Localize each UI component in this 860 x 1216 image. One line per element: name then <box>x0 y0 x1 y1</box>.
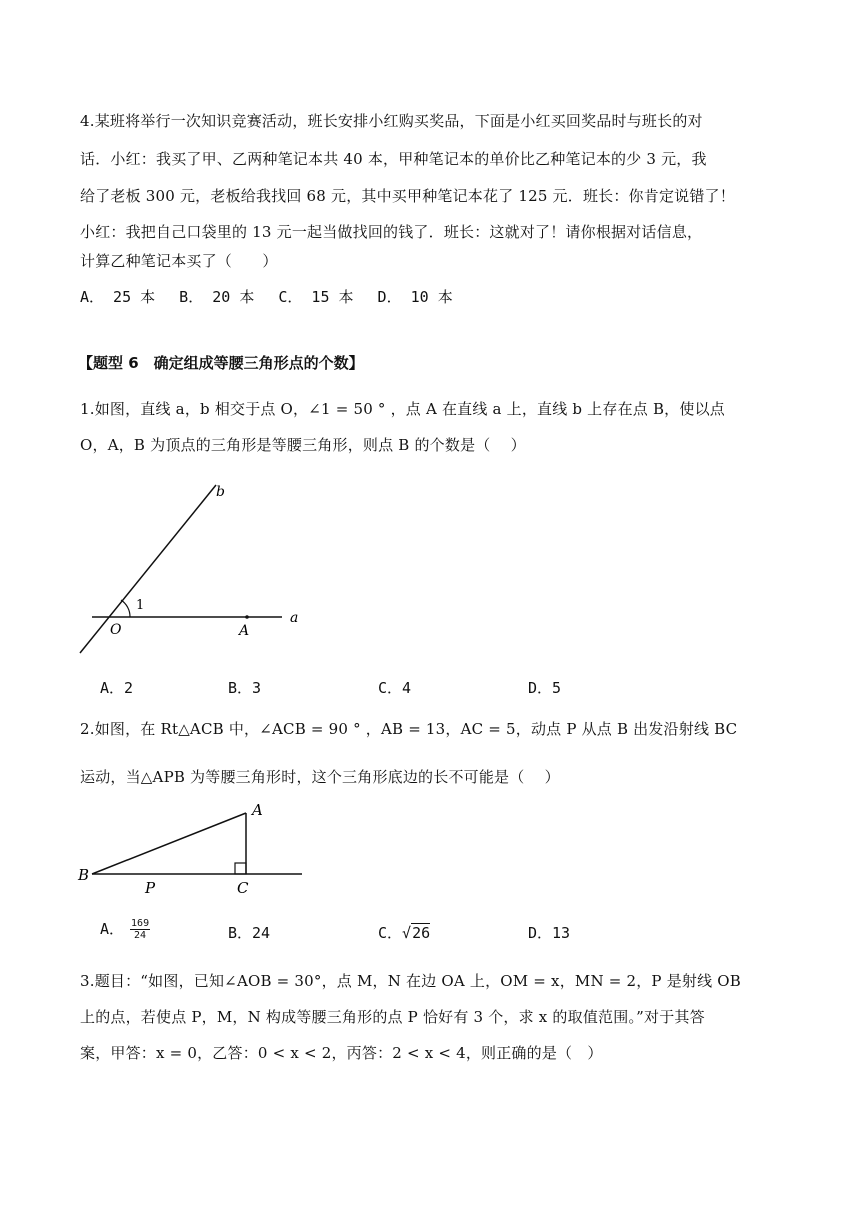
q1-option-d: D．5 <box>528 679 562 697</box>
q2-text-line-1: 2.如图，在 Rt△ACB 中，∠ACB = 90 ° ，AB = 13，AC = 5，动点 P 从点 B 出发沿射线 BC <box>80 720 738 738</box>
q2-figure <box>72 798 312 898</box>
q2-option-c <box>378 922 430 943</box>
q4-text-line-4: 小红：我把自己口袋里的 13 元一起当做找回的钱了．班长：这就对了！请你根据对话信息， <box>80 223 703 241</box>
label-b: b <box>216 484 225 500</box>
q2-option-a <box>100 918 150 941</box>
label-o: O <box>110 622 122 638</box>
q4-options: A． 25 本 B． 20 本 C． 15 本 D． 10 本 <box>80 288 453 306</box>
q2-option-a-prefix: A． <box>100 920 125 938</box>
segment-ab <box>92 813 246 874</box>
q2-option-d: D．13 <box>528 924 571 942</box>
q3-text-line-1: 3.题目：“如图，已知∠AOB = 30°，点 M，N 在边 OA 上，OM = x，MN = 2，P 是射线 OB <box>80 972 741 990</box>
q4-text-line-5: 计算乙种笔记本买了（ ） <box>80 252 278 270</box>
q1-text-line-1: 1.如图，直线 a，b 相交于点 O，∠1 = 50 ° ，点 A 在直线 a 上，直线 b 上存在点 B，使以点 <box>80 400 725 418</box>
sqrt-radicand: 26 <box>412 924 431 942</box>
label-p: P <box>145 879 156 897</box>
q2-option-c-prefix: C． <box>378 924 403 942</box>
q2-option-b: B．24 <box>228 924 271 942</box>
q3-text-line-2: 上的点，若使点 P，M，N 构成等腰三角形的点 P 恰好有 3 个，求 x 的取值范围。”对于其答 <box>80 1008 705 1026</box>
q4-text-line-3: 给了老板 300 元，老板给我找回 68 元，其中买甲种笔记本花了 125 元．班长：你肯定说错了！ <box>80 187 735 205</box>
q2-option-a-fraction <box>130 918 150 941</box>
q4-text-line-2: 话．小红：我买了甲、乙两种笔记本共 40 本，甲种笔记本的单价比乙种笔记本的少 3 元，我 <box>80 150 707 168</box>
label-a: A <box>252 801 263 819</box>
q4-text-line-1: 4.某班将举行一次知识竞赛活动，班长安排小红购买奖品，下面是小红买回奖品时与班长的对 <box>80 112 703 130</box>
q1-option-a: A．2 <box>100 679 134 697</box>
label-angle-1: 1 <box>136 598 145 613</box>
q1-option-c: C．4 <box>378 679 412 697</box>
angle-1-arc <box>121 600 130 617</box>
q1-figure <box>70 475 320 665</box>
section-heading: 【题型 6 确定组成等腰三角形点的个数】 <box>78 354 364 372</box>
q2-text-line-2: 运动，当△APB 为等腰三角形时，这个三角形底边的长不可能是（ ） <box>80 768 560 786</box>
q1-text-line-2: O，A，B 为顶点的三角形是等腰三角形，则点 B 的个数是（ ） <box>80 436 526 454</box>
fraction-numerator: 169 <box>131 918 150 929</box>
label-a-point: A <box>239 623 250 639</box>
q3-text-line-3: 案，甲答：x = 0，乙答：0 < x < 2，丙答：2 < x < 4，则正确的是（ ） <box>80 1044 603 1062</box>
q1-option-b: B．3 <box>228 679 262 697</box>
point-a-dot <box>245 615 249 619</box>
line-b <box>80 485 216 653</box>
fraction-denominator: 24 <box>134 930 147 941</box>
sqrt-sign: √ <box>402 924 412 942</box>
label-a-line: a <box>290 610 299 626</box>
label-b: B <box>78 866 90 884</box>
right-angle-mark <box>235 863 246 874</box>
label-c: C <box>237 879 249 897</box>
